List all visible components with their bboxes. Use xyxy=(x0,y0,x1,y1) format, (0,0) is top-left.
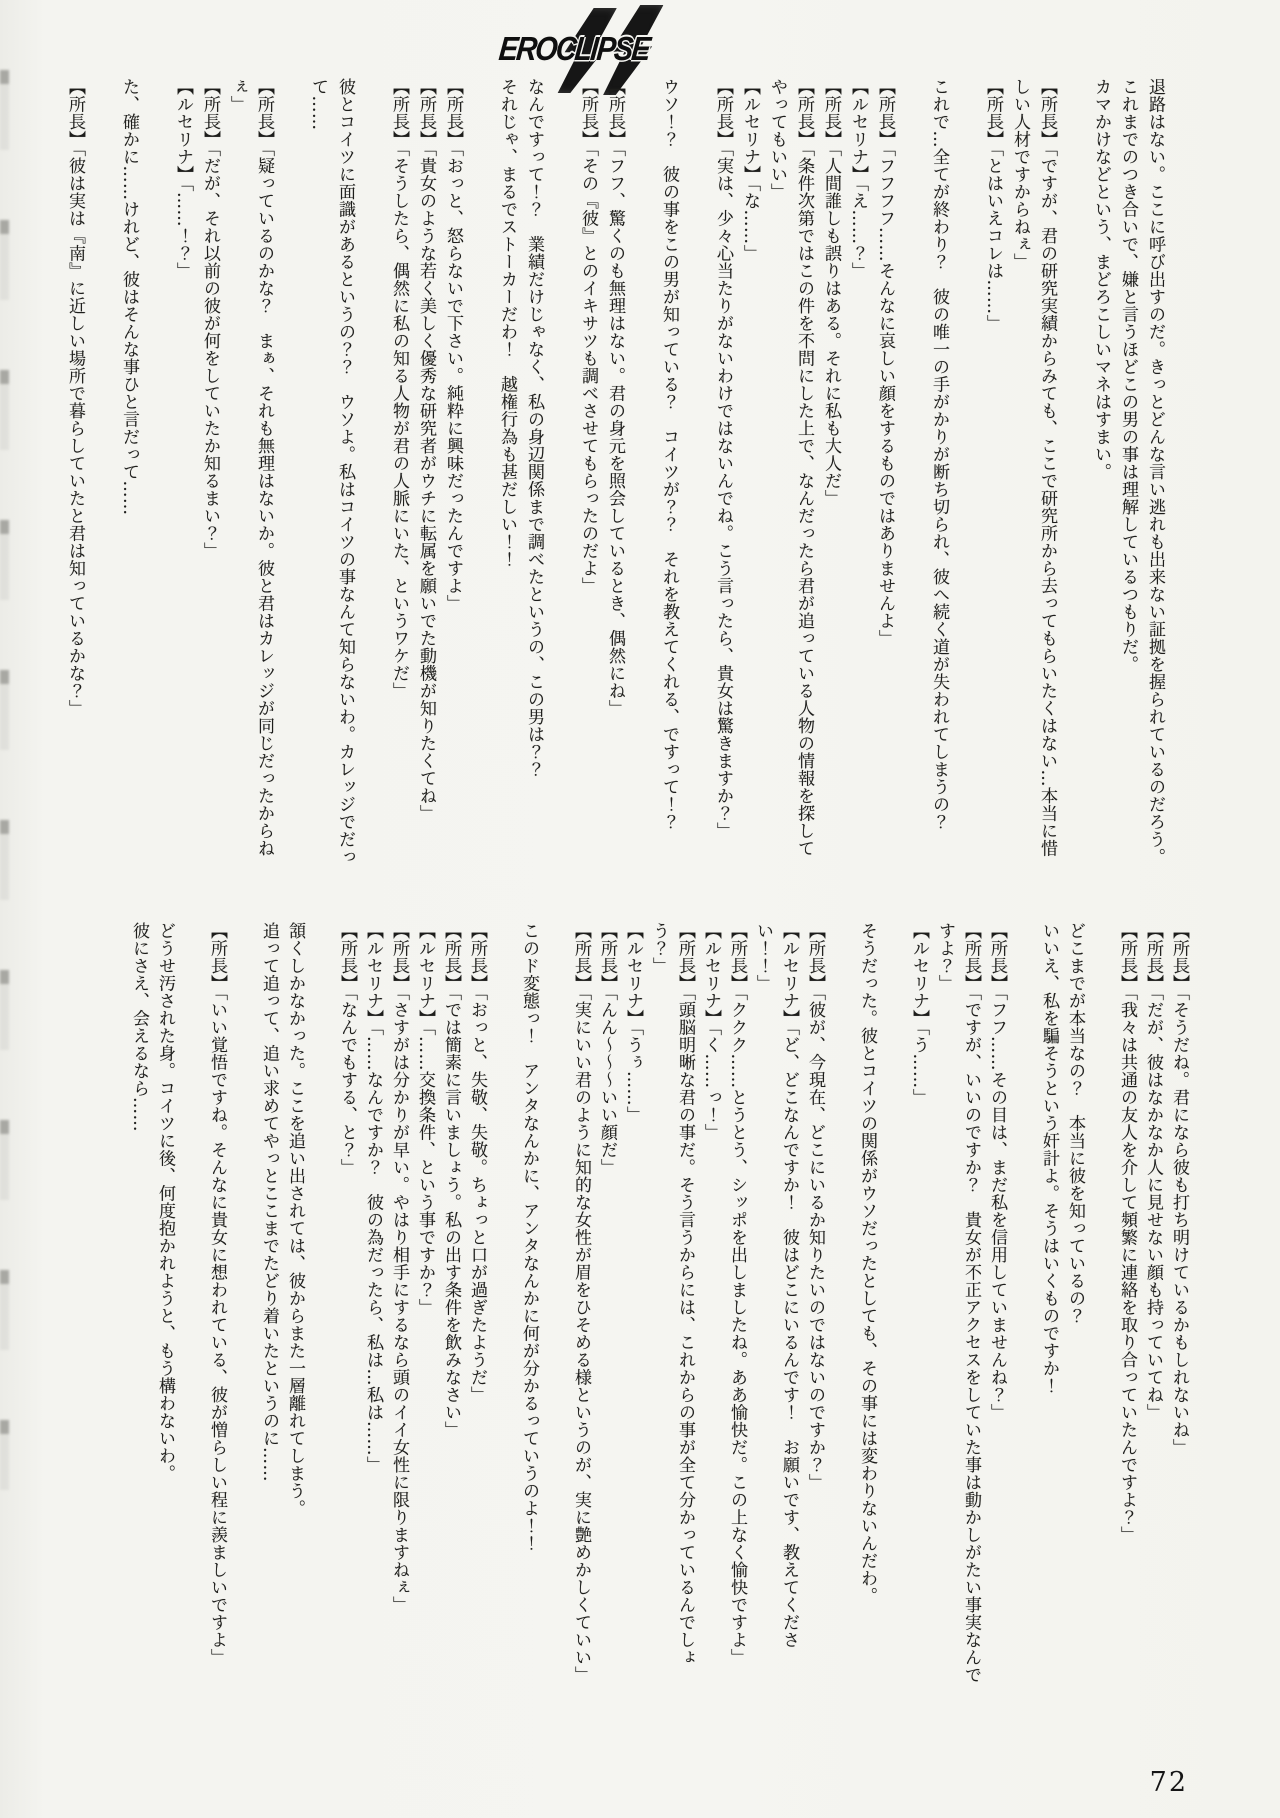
script-line: ウソ！？ 彼の事をこの男が知っている？ コイツが？？ それを教えてくれる、ですって！？ xyxy=(659,78,679,831)
dialogue-band-bottom xyxy=(126,922,1192,1698)
script-line: 【所長】「んん～～～いい顔だ」 xyxy=(597,922,617,1176)
script-line: 【所長】「そうだね。君になら彼も打ち明けているかもしれないね」 xyxy=(1169,922,1189,1456)
script-line: 【ルセリナ】「く……っ！」 xyxy=(701,922,721,1141)
script-line: これまでのつき合いで、嫌と言うほどこの男の事は理解しているつもりだ。 xyxy=(1118,78,1138,673)
script-line: 【所長】「なんでもする、と？」 xyxy=(337,922,357,1176)
script-line: 【所長】「とはいえコレは……」 xyxy=(983,78,1003,332)
script-line: 【所長】「頭脳明晰な君の事だ。そう言うからには、これからの事が全て分かっているんでしょう？」 xyxy=(649,922,695,1666)
script-line: 【所長】「だが、彼はなかなか人に見せない顔も持っていてね」 xyxy=(1143,922,1163,1421)
script-line: 【所長】「実にいい君のように知的な女性が眉をひそめる様というのが、実に艶めかしくていい」 xyxy=(571,922,591,1684)
script-line: どこまでが本当なの？ 本当に彼を知っているの？ xyxy=(1065,922,1085,1325)
logo-title: EROCLIPSE xyxy=(497,29,651,68)
script-line: 追って追って、追い求めてやっとここまでたどり着いたというのに…… xyxy=(259,922,279,1482)
script-line: 【所長】「フフフフ……そんなに哀しい顔をするものではありませんよ」 xyxy=(875,78,895,647)
script-line: 【ルセリナ】「うぅ……」 xyxy=(623,922,643,1124)
script-line: 【所長】「さすがは分かりが早い。やはり相手にするなら頭のイイ女性に限りますねぇ」 xyxy=(389,922,409,1614)
scan-artifact-left-edge xyxy=(0,70,9,1490)
script-line: 【ルセリナ】「ど、どこなんですか！ 彼はどこにいるんです！ お願いです、教えてください！！」 xyxy=(753,922,799,1649)
script-line: 【所長】「フフ、驚くのも無理はない。君の身元を照会しているとき、偶然にね」 xyxy=(605,78,625,717)
script-line: これで…全てが終わり？ 彼の唯一の手がかりが断ち切られ、彼へ続く道が失われてしまうの？ xyxy=(929,78,949,831)
script-line: 【所長】「貴女のような若く美しく優秀な研究者がウチに転属を願いでた動機が知りたくてね」 xyxy=(416,78,436,822)
script-line: 頷くしかなかった。ここを追い出されては、彼からまた一層離れてしまう。 xyxy=(285,922,305,1517)
script-line: カマかけなどという、まどろこしいマネはすまい。 xyxy=(1091,78,1111,481)
script-line: 【所長】「ククク……とうとう、シッポを出しましたね。ああ愉快だ。この上なく愉快ですよ」 xyxy=(727,922,747,1666)
script-line: 【ルセリナ】「う……」 xyxy=(909,922,929,1106)
script-line: 【所長】「おっと、怒らないで下さい。純粋に興味だったんですよ」 xyxy=(443,78,463,612)
script-line: 【所長】「彼が、今現在、どこにいるか知りたいのではないのですか？」 xyxy=(805,922,825,1491)
script-line: 【ルセリナ】「え……？」 xyxy=(848,78,868,280)
page-number: 72 xyxy=(1149,1767,1188,1798)
script-line: それじゃ、まるでストーカーだわ！ 越権行為も甚だしい！！ xyxy=(497,78,517,568)
script-line: 【所長】「では簡素に言いましょう。私の出す条件を飲みなさい」 xyxy=(441,922,461,1439)
script-line: 【所長】「そうしたら、偶然に私の知る人物が君の人脈にいた、というワケだ」 xyxy=(389,78,409,700)
script-line: 【所長】「疑っているのかな？ まぁ、それも無理はないか。彼と君はカレッジが同じだったからねぇ」 xyxy=(227,78,274,857)
script-line: そうだった。彼とコイツの関係がウソだったとしても、その事には変わりないんだわ。 xyxy=(857,922,877,1605)
script-line: 【所長】「彼は実は『南』に近しい場所で暮らしていたと君は知っているかな？」 xyxy=(65,78,85,717)
script-line: 【所長】「人間誰しも誤りはある。それに私も大人だ」 xyxy=(821,78,841,507)
script-line: なんですって！？ 業績だけじゃなく、私の身辺関係まで調べたというの、この男は？？ xyxy=(524,78,544,778)
script-line: た、確かに……けれど、彼はそんな事ひと言だって…… xyxy=(119,78,139,516)
script-line: どうせ汚された身。コイツに後、何度抱かれようと、もう構わないわ。 xyxy=(155,922,175,1482)
script-line: 【ルセリナ】「……！？」 xyxy=(173,78,193,280)
script-line: 【ルセリナ】「……交換条件、という事ですか？」 xyxy=(415,922,435,1316)
script-line: 【所長】「その『彼』とのイキサツも調べさせてもらったのだよ」 xyxy=(578,78,598,595)
script-line: 【所長】「フフ……その目は、まだ私を信用していませんね？」 xyxy=(987,922,1007,1421)
script-line: 【所長】「いい覚悟ですね。そんなに貴女に想われている、彼が憎らしい程に羨ましいですよ」 xyxy=(207,922,227,1666)
script-line: このド変態っ！ アンタなんかに、アンタなんかに何が分かるっていうのよ！！ xyxy=(519,922,539,1552)
script-line: 退路はない。ここに呼び出すのだ。きっとどんな言い逃れも出来ない証拠を握られているのだろう。 xyxy=(1145,78,1165,866)
script-line: 【ルセリナ】「……なんですか？ 彼の為だったら、私は…私は……」 xyxy=(363,922,383,1474)
script-line: 彼にさえ、会えるなら…… xyxy=(129,922,149,1132)
script-line: 【所長】「我々は共通の友人を介して頻繁に連絡を取り合っていたんですよ？」 xyxy=(1117,922,1137,1544)
script-line: 【所長】「実は、少々心当たりがないわけではないんでね。こう言ったら、貴女は驚きますか？」 xyxy=(713,78,733,840)
script-line: 【ルセリナ】「な……」 xyxy=(740,78,760,262)
script-line: 【所長】「おっと、失敬、失敬。ちょっと口が過ぎたようだ」 xyxy=(467,922,487,1404)
script-line: 【所長】「条件次第ではこの件を不問にした上で、なんだったら君が追っている人物の情報を探してやってもいい」 xyxy=(767,78,814,857)
script-line: いいえ、私を騙そうという奸計よ。そうはいくものですか！ xyxy=(1039,922,1059,1395)
script-line: 彼とコイツに面識があるというの？？ ウソよ。私はコイツの事なんて知らないわ。カレッジでだって…… xyxy=(308,78,355,866)
script-line: 【所長】「ですが、いいのですか？ 貴女が不正アクセスをしていた事は動かしがたい事実なんですよ？」 xyxy=(935,922,981,1684)
script-line: 【所長】「ですが、君の研究実績からみても、ここで研究所から去ってもらいたくはない…本当に惜しい人材ですからねぇ」 xyxy=(1010,78,1057,857)
dialogue-band-top xyxy=(61,78,1168,870)
script-line: 【所長】「だが、それ以前の彼が何をしていたか知るまい？」 xyxy=(200,78,220,560)
